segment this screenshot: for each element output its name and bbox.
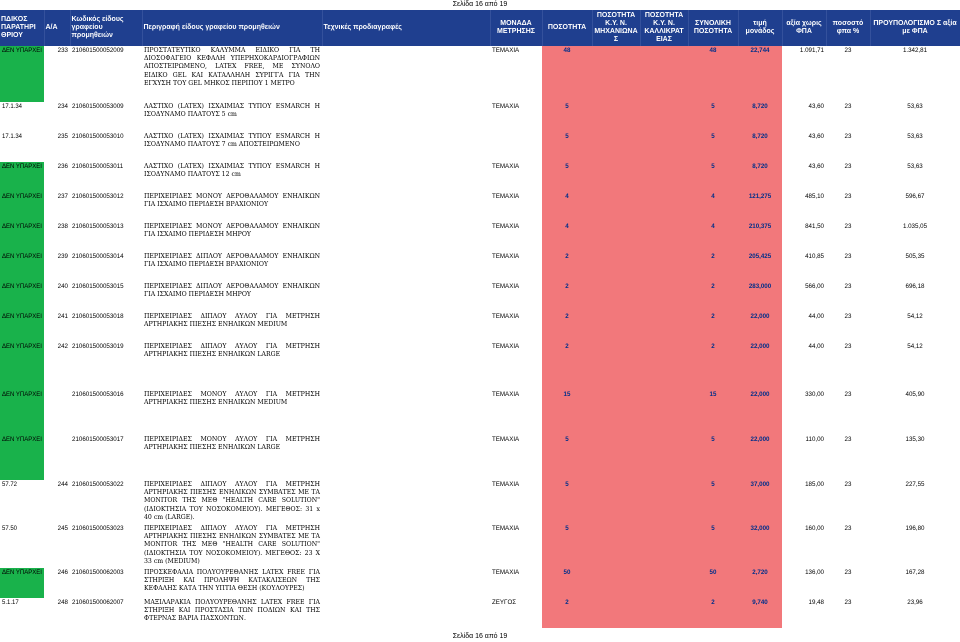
row-unit-price: 8,720: [738, 162, 782, 192]
row-description: ΠΡΟΣΚΕΦΑΛΙΑ ΠΟΛΥΟΥΡΕΘΑΝΗΣ LATEX FREE ΓΙΑ ΣΤΗΡΙΞΗ ΚΑΙ ΠΡΟΛΗΨΗ ΚΑΤΑΚΛΙΣΕΩΝ ΤΗΣ ΚΕΦΑΛΗΣ ΚΑΤΑ ΤΗΝ ΥΠΤΙΑ ΘΕΣΗ (ΚΟΥΛΟΥΡΕΣ): [144, 569, 320, 593]
row-aa: 242: [57, 343, 68, 350]
row-description: ΛΑΣΤΙΧΟ (LATEX) ΙΣΧΑΙΜΙΑΣ ΤΥΠΟΥ ESMARCH Η ΙΣΟΔΥΝΑΜΟ ΠΛΑΤΟΥΣ 5 cm: [144, 103, 320, 119]
row-status: ΔΕΝ ΥΠΑΡΧΕΙ: [0, 192, 44, 222]
row-qty-kallikrateia: [640, 282, 688, 312]
row-vat-pct: 23: [844, 253, 852, 260]
row-status: 5.1.17: [2, 600, 19, 606]
row-tech: [322, 435, 490, 480]
row-total-qty: 5: [688, 162, 738, 192]
row-unit: ΤΕΜΑΧΙΑ: [492, 163, 520, 170]
row-tech: [322, 312, 490, 342]
col-unit: ΜΟΝΑΔΑ ΜΕΤΡΗΣΗΣ: [490, 10, 542, 46]
row-qty-mechaniona: [592, 102, 640, 132]
header-row: [0, 10, 960, 46]
row-code: 210601500052009: [72, 47, 124, 54]
row-value-no-vat: 136,00: [805, 569, 824, 576]
row-code: 210601500053014: [72, 253, 124, 260]
row-description: ΠΕΡΙΧΕΙΡΙΔΕΣ ΜΟΝΟΥ ΑΥΛΟΥ ΓΙΑ ΜΕΤΡΗΣΗ ΑΡΤΗΡΙΑΚΗΣ ΠΙΕΣΗΣ ΕΝΗΛΙΚΩΝ LARGE: [144, 436, 320, 452]
row-description: ΠΕΡΙΧΕΙΡΙΔΕΣ ΔΙΠΛΟΥ ΑΥΛΟΥ ΓΙΑ ΜΕΤΡΗΣΗ ΑΡΤΗΡΙΑΚΗΣ ΠΙΕΣΗΣ ΕΝΗΛΙΚΩΝ ΣΥΜΒΑΤΕΣ ΜΕ ΤΑ MONITOR ΤΗΣ ΜΕΘ "HEALTH CARE SOLUTION" (ΙΔΙΟΚΤΗΣΙΑ ΤΟΥ ΝΟΣΟΚΟΜΕΙΟΥ). ΜΕΓΕΘΟΣ: 31 x 40 cm (LARGE).: [144, 481, 320, 521]
row-vat-pct: 23: [844, 313, 852, 320]
row-unit-price: 8,720: [738, 102, 782, 132]
row-unit: ΤΕΜΑΧΙΑ: [492, 436, 520, 443]
row-total-qty: 5: [688, 524, 738, 568]
row-budget: 167,28: [905, 569, 925, 576]
row-total-qty: 5: [688, 480, 738, 524]
row-qty: 2: [542, 342, 592, 390]
row-budget: 23,96: [907, 599, 923, 606]
row-aa: 237: [57, 193, 68, 200]
row-qty: 5: [542, 524, 592, 568]
row-vat-pct: 23: [844, 223, 852, 230]
row-tech: [322, 192, 490, 222]
col-unit-price: τιμή μονάδος: [738, 10, 782, 46]
row-value-no-vat: 110,00: [805, 436, 824, 443]
col-vat-pct: ποσοστό φπα %: [826, 10, 870, 46]
row-total-qty: 2: [688, 598, 738, 628]
row-aa: 235: [57, 133, 68, 140]
row-budget: 1.035,05: [902, 223, 928, 230]
row-vat-pct: 23: [844, 343, 852, 350]
col-total-qty: ΣΥΝΟΛΙΚΗ ΠΟΣΟΤΗΤΑ: [688, 10, 738, 46]
col-value-no-vat: αξία χωρις ΦΠΑ: [782, 10, 826, 46]
row-tech: [322, 162, 490, 192]
row-unit-price: 283,000: [738, 282, 782, 312]
row-budget: 53,63: [907, 163, 923, 170]
row-unit: ΤΕΜΑΧΙΑ: [492, 47, 520, 54]
row-qty-kallikrateia: [640, 435, 688, 480]
row-unit-price: 205,425: [738, 252, 782, 282]
row-aa: 246: [57, 569, 68, 576]
row-status: 57.72: [2, 482, 18, 488]
row-qty-mechaniona: [592, 282, 640, 312]
row-value-no-vat: 1.091,71: [799, 47, 824, 54]
col-aa: Α/Α: [44, 10, 70, 46]
row-tech: [322, 102, 490, 132]
row-budget: 505,35: [905, 253, 925, 260]
row-qty: 2: [542, 598, 592, 628]
row-qty-kallikrateia: [640, 252, 688, 282]
col-qty-mechaniona: ΠΟΣΟΤΗΤΑ Κ.Υ. Ν. ΜΗΧΑΝΙΩΝΑ Σ: [592, 10, 640, 46]
row-total-qty: 5: [688, 435, 738, 480]
row-unit-price: 8,720: [738, 132, 782, 162]
table-row: [0, 435, 960, 480]
row-tech: [322, 252, 490, 282]
row-qty-kallikrateia: [640, 102, 688, 132]
row-budget: 596,67: [905, 193, 925, 200]
row-code: 210601500053013: [72, 223, 124, 230]
row-qty-mechaniona: [592, 598, 640, 628]
row-total-qty: 50: [688, 568, 738, 598]
row-unit: ΤΕΜΑΧΙΑ: [492, 481, 520, 488]
row-qty-kallikrateia: [640, 312, 688, 342]
row-code: 210601500053012: [72, 193, 124, 200]
row-code: 210601500053017: [72, 436, 124, 443]
row-code: 210601500062007: [72, 599, 124, 606]
row-budget: 696,18: [905, 283, 925, 290]
row-aa: 238: [57, 223, 68, 230]
row-qty-kallikrateia: [640, 192, 688, 222]
row-vat-pct: 23: [844, 133, 852, 140]
row-unit-price: 22,000: [738, 312, 782, 342]
row-tech: [322, 132, 490, 162]
row-description: ΠΕΡΙΧΕΙΡΙΔΕΣ ΜΟΝΟΥ ΑΕΡΟΘΑΛΑΜΟΥ ΕΝΗΛΙΚΩΝ ΓΙΑ ΙΣΧΑΙΜΟ ΠΕΡΙΔΕΣΗ ΜΗΡΟΥ: [144, 223, 320, 239]
row-unit: [490, 132, 542, 162]
table-row: [0, 192, 960, 222]
row-qty-mechaniona: [592, 480, 640, 524]
row-aa: 241: [57, 313, 68, 320]
col-qty: ΠΟΣΟΤΗΤΑ: [542, 10, 592, 46]
row-total-qty: 48: [688, 46, 738, 102]
page-header: Σελίδα 16 από 19: [452, 1, 508, 8]
row-unit-price: 121,275: [738, 192, 782, 222]
row-total-qty: 2: [688, 282, 738, 312]
table-row: [0, 46, 960, 102]
row-vat-pct: 23: [844, 391, 852, 398]
row-qty-mechaniona: [592, 132, 640, 162]
row-qty-kallikrateia: [640, 524, 688, 568]
col-tech: Τεχνικές προδιαγραφές: [322, 10, 490, 46]
row-qty-mechaniona: [592, 252, 640, 282]
row-aa: 240: [57, 283, 68, 290]
row-unit: ΤΕΜΑΧΙΑ: [492, 343, 520, 350]
row-qty: 2: [542, 312, 592, 342]
row-code: 210601500053016: [72, 391, 124, 398]
col-code: Κωδικός είδους γραφείου προμηθειών: [70, 10, 142, 46]
row-qty: 5: [542, 435, 592, 480]
row-qty-kallikrateia: [640, 342, 688, 390]
row-qty-mechaniona: [592, 46, 640, 102]
row-qty-mechaniona: [592, 312, 640, 342]
table-row: [0, 568, 960, 598]
row-code: 210601500053019: [72, 343, 124, 350]
row-aa: [44, 435, 70, 480]
row-aa: [44, 390, 70, 435]
table-row: [0, 282, 960, 312]
row-code: 210601500053015: [72, 283, 124, 290]
row-qty-kallikrateia: [640, 480, 688, 524]
row-budget: 196,80: [905, 525, 925, 532]
row-code: 210601500053009: [72, 103, 124, 110]
row-description: ΠΕΡΙΧΕΙΡΙΔΕΣ ΜΟΝΟΥ ΑΥΛΟΥ ΓΙΑ ΜΕΤΡΗΣΗ ΑΡΤΗΡΙΑΚΗΣ ΠΙΕΣΗΣ ΕΝΗΛΙΚΩΝ MEDIUM: [144, 391, 320, 407]
row-status: ΔΕΝ ΥΠΑΡΧΕΙ: [0, 342, 44, 390]
row-qty-kallikrateia: [640, 132, 688, 162]
row-value-no-vat: 485,10: [805, 193, 824, 200]
table-row: [0, 342, 960, 390]
row-status: 17.1.34: [2, 134, 23, 140]
row-budget: 227,55: [905, 481, 925, 488]
row-qty-mechaniona: [592, 390, 640, 435]
table-row: [0, 480, 960, 524]
row-vat-pct: 23: [844, 569, 852, 576]
row-unit-price: 22,744: [738, 46, 782, 102]
row-qty-mechaniona: [592, 524, 640, 568]
row-qty: 4: [542, 222, 592, 252]
row-tech: [322, 480, 490, 524]
row-status: ΔΕΝ ΥΠΑΡΧΕΙ: [0, 312, 44, 342]
row-unit: ΤΕΜΑΧΙΑ: [492, 525, 520, 532]
row-aa: 236: [57, 163, 68, 170]
row-qty: 2: [542, 282, 592, 312]
row-qty: 48: [542, 46, 592, 102]
row-tech: [322, 282, 490, 312]
row-tech: [322, 568, 490, 598]
row-description: ΠΕΡΙΧΕΙΡΙΔΕΣ ΔΙΠΛΟΥ ΑΥΛΟΥ ΓΙΑ ΜΕΤΡΗΣΗ ΑΡΤΗΡΙΑΚΗΣ ΠΙΕΣΗΣ ΕΝΗΛΙΚΩΝ LARGE: [144, 343, 320, 359]
row-unit-price: 22,000: [738, 342, 782, 390]
row-vat-pct: 23: [844, 163, 852, 170]
row-unit-price: 37,000: [738, 480, 782, 524]
row-unit-price: 32,000: [738, 524, 782, 568]
table-row: [0, 524, 960, 568]
row-unit: ΖΕΥΓΟΣ: [492, 599, 517, 606]
row-value-no-vat: 43,60: [808, 103, 824, 110]
row-description: ΠΕΡΙΧΕΙΡΙΔΕΣ ΔΙΠΛΟΥ ΑΥΛΟΥ ΓΙΑ ΜΕΤΡΗΣΗ ΑΡΤΗΡΙΑΚΗΣ ΠΙΕΣΗΣ ΕΝΗΛΙΚΩΝ ΣΥΜΒΑΤΕΣ ΜΕ ΤΑ MONITOR ΤΗΣ ΜΕΘ "HEALTH CARE SOLUTION" (ΙΔΙΟΚΤΗΣΙΑ ΤΟΥ ΝΟΣΟΚΟΜΕΙΟΥ). ΜΕΓΕΘΟΣ: 23 X 33 cm (MEDIUM): [144, 525, 320, 565]
row-tech: [322, 524, 490, 568]
row-value-no-vat: 566,00: [805, 283, 824, 290]
row-unit: ΤΕΜΑΧΙΑ: [492, 391, 520, 398]
row-unit: ΤΕΜΑΧΙΑ: [492, 253, 520, 260]
row-vat-pct: 23: [844, 481, 852, 488]
row-value-no-vat: 330,00: [805, 391, 824, 398]
row-unit: ΤΕΜΑΧΙΑ: [492, 223, 520, 230]
row-total-qty: 4: [688, 222, 738, 252]
row-unit: ΤΕΜΑΧΙΑ: [492, 313, 520, 320]
col-description: Περιγραφή είδους γραφείου προμηθειών: [142, 10, 322, 46]
row-code: 210601500053022: [72, 481, 124, 488]
row-value-no-vat: 160,00: [805, 525, 824, 532]
row-tech: [322, 46, 490, 102]
row-budget: 54,12: [907, 313, 923, 320]
row-budget: 135,30: [905, 436, 925, 443]
row-code: 210601500053010: [72, 133, 124, 140]
row-qty: 4: [542, 192, 592, 222]
row-aa: 234: [57, 103, 68, 110]
col-qty-kallikrateia: ΠΟΣΟΤΗΤΑ Κ.Υ. Ν. ΚΑΛΛΙΚΡΑΤ ΕΙΑΣ: [640, 10, 688, 46]
row-total-qty: 15: [688, 390, 738, 435]
row-qty-kallikrateia: [640, 390, 688, 435]
row-status: ΔΕΝ ΥΠΑΡΧΕΙ: [0, 46, 44, 102]
row-qty: 5: [542, 480, 592, 524]
row-unit: ΤΕΜΑΧΙΑ: [492, 103, 520, 110]
row-budget: 53,63: [907, 133, 923, 140]
row-status: ΔΕΝ ΥΠΑΡΧΕΙ: [0, 222, 44, 252]
row-aa: 239: [57, 253, 68, 260]
table-row: [0, 162, 960, 192]
row-code: 210601500053018: [72, 313, 124, 320]
row-code: 210601500053023: [72, 525, 124, 532]
row-total-qty: 4: [688, 192, 738, 222]
row-aa: 233: [57, 47, 68, 54]
row-status: ΔΕΝ ΥΠΑΡΧΕΙ: [0, 568, 44, 598]
table-row: [0, 252, 960, 282]
row-tech: [322, 342, 490, 390]
row-qty-mechaniona: [592, 342, 640, 390]
row-qty-mechaniona: [592, 222, 640, 252]
row-value-no-vat: 44,00: [808, 343, 824, 350]
table-row: [0, 312, 960, 342]
row-status: ΔΕΝ ΥΠΑΡΧΕΙ: [0, 162, 44, 192]
row-unit: ΤΕΜΑΧΙΑ: [492, 569, 520, 576]
row-qty-kallikrateia: [640, 162, 688, 192]
row-value-no-vat: 44,00: [808, 313, 824, 320]
col-status: ΠΔΙΚΟΣ ΠΑΡΑΤΗΡΙ ΘΡΙΟΥ: [0, 10, 44, 46]
table-row: [0, 390, 960, 435]
row-qty-mechaniona: [592, 192, 640, 222]
row-qty: 15: [542, 390, 592, 435]
row-qty-kallikrateia: [640, 46, 688, 102]
row-status: ΔΕΝ ΥΠΑΡΧΕΙ: [0, 390, 44, 435]
table-row: [0, 222, 960, 252]
row-status: 17.1.34: [2, 104, 23, 110]
row-tech: [322, 222, 490, 252]
row-vat-pct: 23: [844, 599, 852, 606]
row-vat-pct: 23: [844, 436, 852, 443]
row-description: ΠΕΡΙΧΕΙΡΙΔΕΣ ΔΙΠΛΟΥ ΑΥΛΟΥ ΓΙΑ ΜΕΤΡΗΣΗ ΑΡΤΗΡΙΑΚΗΣ ΠΙΕΣΗΣ ΕΝΗΛΙΚΩΝ MEDIUM: [144, 313, 320, 329]
row-aa: 244: [57, 481, 68, 488]
row-budget: 53,63: [907, 103, 923, 110]
row-aa: 245: [57, 525, 68, 532]
table-row: [0, 598, 960, 628]
row-unit-price: 2,720: [738, 568, 782, 598]
row-unit-price: 22,000: [738, 390, 782, 435]
row-vat-pct: 23: [844, 103, 852, 110]
row-value-no-vat: 43,60: [808, 163, 824, 170]
row-tech: [322, 390, 490, 435]
row-value-no-vat: 185,00: [805, 481, 824, 488]
row-qty: 5: [542, 132, 592, 162]
row-aa: 248: [57, 599, 68, 606]
row-description: ΠΕΡΙΧΕΙΡΙΔΕΣ ΔΙΠΛΟΥ ΑΕΡΟΘΑΛΑΜΟΥ ΕΝΗΛΙΚΩΝ ΓΙΑ ΙΣΧΑΙΜΟ ΠΕΡΙΔΕΣΗ ΒΡΑΧΙΟΝΙΟΥ: [144, 253, 320, 269]
row-qty-kallikrateia: [640, 222, 688, 252]
row-qty: 50: [542, 568, 592, 598]
row-value-no-vat: 43,60: [808, 133, 824, 140]
row-description: ΛΑΣΤΙΧΟ (LATEX) ΙΣΧΑΙΜΙΑΣ ΤΥΠΟΥ ESMARCH Η ΙΣΟΔΥΝΑΜΟ ΠΛΑΤΟΥΣ 12 cm: [144, 163, 320, 179]
table-row: [0, 132, 960, 162]
row-value-no-vat: 410,85: [805, 253, 824, 260]
items-table: [0, 10, 960, 628]
row-status: ΔΕΝ ΥΠΑΡΧΕΙ: [0, 282, 44, 312]
row-unit-price: 210,375: [738, 222, 782, 252]
row-value-no-vat: 19,48: [808, 599, 824, 606]
table-row: [0, 102, 960, 132]
row-budget: 1.342,81: [902, 47, 928, 54]
row-total-qty: 2: [688, 312, 738, 342]
row-qty-mechaniona: [592, 568, 640, 598]
row-vat-pct: 23: [844, 283, 852, 290]
row-description: ΠΕΡΙΧΕΙΡΙΔΕΣ ΜΟΝΟΥ ΑΕΡΟΘΑΛΑΜΟΥ ΕΝΗΛΙΚΩΝ ΓΙΑ ΙΣΧΑΙΜΟ ΠΕΡΙΔΕΣΗ ΒΡΑΧΙΟΝΙΟΥ: [144, 193, 320, 209]
row-tech: [322, 598, 490, 628]
row-budget: 54,12: [907, 343, 923, 350]
row-qty-kallikrateia: [640, 598, 688, 628]
row-description: ΠΡΟΣΤΑΤΕΥΤΙΚΟ ΚΑΛΥΜΜΑ ΕΙΔΙΚΟ ΓΙΑ ΤΗ ΔΙΟΣΟΦΑΓΕΙΟ ΚΕΦΑΛΗ ΥΠΕΡΗΧΟΚΑΡΔΙΟΓΡΑΦΙΩΝ ΑΠΟΣΤΕΙΡΩΜΕΝΟ, LATEX FREE, ΜΕ ΣΥΝΟΛΟ ΕΙΔΙΚΟ GEL ΚΑΙ ΚΑΤΑΛΛΗΛΗ ΣΥΡΙΓΓΑ ΓΙΑ ΤΗΝ ΕΓΧΥΣΗ ΤΟΥ GEL ΜΗΚΟΣ ΠΕΡΙΠΟΥ 1 ΜΕΤΡΟ: [144, 47, 320, 87]
row-qty: 2: [542, 252, 592, 282]
col-budget: ΠΡΟΥΠΟΛΟΓΙΣΜΟ Σ αξία με ΦΠΑ: [870, 10, 960, 46]
row-total-qty: 2: [688, 342, 738, 390]
row-qty-kallikrateia: [640, 568, 688, 598]
row-vat-pct: 23: [844, 525, 852, 532]
row-description: ΛΑΣΤΙΧΟ (LATEX) ΙΣΧΑΙΜΙΑΣ ΤΥΠΟΥ ESMARCH Η ΙΣΟΔΥΝΑΜΟ ΠΛΑΤΟΥΣ 7 cm ΑΠΟΣΤΕΙΡΩΜΕΝΟ: [144, 133, 320, 149]
row-vat-pct: 23: [844, 193, 852, 200]
row-description: ΠΕΡΙΧΕΙΡΙΔΕΣ ΔΙΠΛΟΥ ΑΕΡΟΘΑΛΑΜΟΥ ΕΝΗΛΙΚΩΝ ΓΙΑ ΙΣΧΑΙΜΟ ΠΕΡΙΔΕΣΗ ΜΗΡΟΥ: [144, 283, 320, 299]
row-qty: 5: [542, 162, 592, 192]
row-unit: ΤΕΜΑΧΙΑ: [492, 193, 520, 200]
row-code: 210601500062003: [72, 569, 124, 576]
row-qty-mechaniona: [592, 435, 640, 480]
row-qty: 5: [542, 102, 592, 132]
row-code: 210601500053011: [72, 163, 124, 170]
row-description: ΜΑΞΙΛΑΡΑΚΙΑ ΠΟΛΥΟΥΡΕΘΑΝΗΣ LATEX FREE ΓΙΑ ΣΤΗΡΙΞΗ ΚΑΙ ΠΡΟΣΤΑΣΙΑ ΤΩΝ ΠΟΔΙΩΝ ΚΑΙ ΤΗΣ ΦΤΕΡΝΑΣ ΒΑΡΙΑ ΠΑΣΧΟΝΤΩΝ.: [144, 599, 320, 623]
row-unit-price: 22,000: [738, 435, 782, 480]
row-status: ΔΕΝ ΥΠΑΡΧΕΙ: [0, 435, 44, 480]
page-footer: Σελίδα 16 από 19: [452, 633, 508, 640]
row-unit: ΤΕΜΑΧΙΑ: [492, 283, 520, 290]
row-status: ΔΕΝ ΥΠΑΡΧΕΙ: [0, 252, 44, 282]
row-total-qty: 5: [688, 132, 738, 162]
row-status: 57.50: [2, 526, 18, 532]
row-value-no-vat: 841,50: [805, 223, 824, 230]
row-budget: 405,90: [905, 391, 925, 398]
row-total-qty: 5: [688, 102, 738, 132]
row-unit-price: 9,740: [738, 598, 782, 628]
row-vat-pct: 23: [844, 47, 852, 54]
row-qty-mechaniona: [592, 162, 640, 192]
row-total-qty: 2: [688, 252, 738, 282]
